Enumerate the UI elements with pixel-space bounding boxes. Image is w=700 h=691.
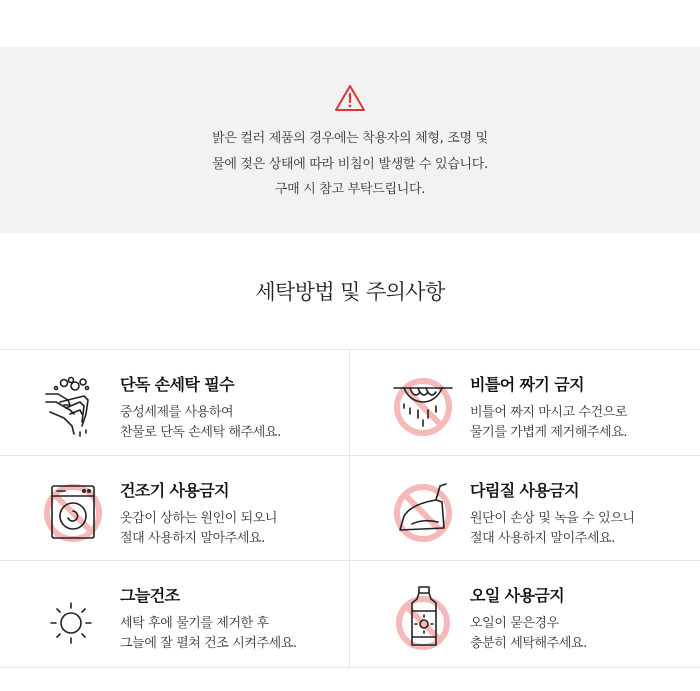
shade-dry-icon (40, 585, 106, 651)
care-item-title: 건조기 사용금지 (120, 481, 229, 500)
care-item-desc: 그늘에 잘 펼쳐 건조 시켜주세요. (120, 636, 297, 651)
care-item-desc: 절대 사용하지 말이주세요. (470, 531, 615, 546)
notice-line: 구매 시 참고 부탁드립니다. (274, 182, 426, 197)
care-item-title: 다림질 사용금지 (470, 481, 579, 500)
no-wringing-icon (390, 374, 456, 440)
care-item-no-tumble-dry (0, 456, 349, 561)
care-item-title: 그늘건조 (120, 586, 180, 605)
care-item-desc: 옷감이 상하는 원인이 되오니 (120, 511, 278, 526)
care-item-no-bleach (350, 561, 699, 666)
section-title: 세탁방법 및 주의사항 (255, 280, 445, 304)
care-item-desc: 절대 사용하지 말아주세요. (120, 531, 265, 546)
care-item-title: 단독 손세탁 필수 (120, 375, 234, 394)
care-item-shade-dry (0, 561, 349, 666)
care-item-no-iron (350, 456, 699, 561)
care-item-desc: 찬물로 단독 손세탁 해주세요. (120, 425, 281, 440)
notice-line: 밝은 컬러 제품의 경우에는 착용자의 체형, 조명 및 (212, 131, 488, 146)
care-item-hand-wash (0, 350, 349, 455)
warning-triangle-icon (334, 84, 366, 112)
care-item-desc: 중성세제를 사용하여 (120, 405, 234, 420)
care-item-desc: 충분히 세탁해주세요. (470, 636, 587, 651)
care-item-desc: 오일이 묻은경우 (470, 616, 559, 631)
notice-text (0, 126, 700, 203)
no-tumble-dry-icon (40, 480, 106, 546)
care-item-desc: 물기를 가볍게 제거해주세요. (470, 425, 628, 440)
care-grid (0, 349, 700, 668)
no-iron-icon (390, 480, 456, 546)
care-item-title: 오일 사용금지 (470, 586, 565, 605)
care-item-no-wringing (350, 350, 699, 455)
no-bleach-icon (390, 585, 456, 651)
care-item-desc: 원단이 손상 및 녹을 수 있으니 (470, 511, 635, 526)
care-item-desc: 비틀어 짜지 마시고 수건으로 (470, 405, 628, 420)
notice-line: 물에 젖은 상태에 따라 비침이 발생할 수 있습니다. (212, 156, 488, 172)
care-item-title: 비틀어 짜기 금지 (470, 375, 584, 394)
hand-wash-icon (40, 374, 106, 440)
care-item-desc: 세탁 후에 물기를 제거한 후 (120, 616, 269, 631)
